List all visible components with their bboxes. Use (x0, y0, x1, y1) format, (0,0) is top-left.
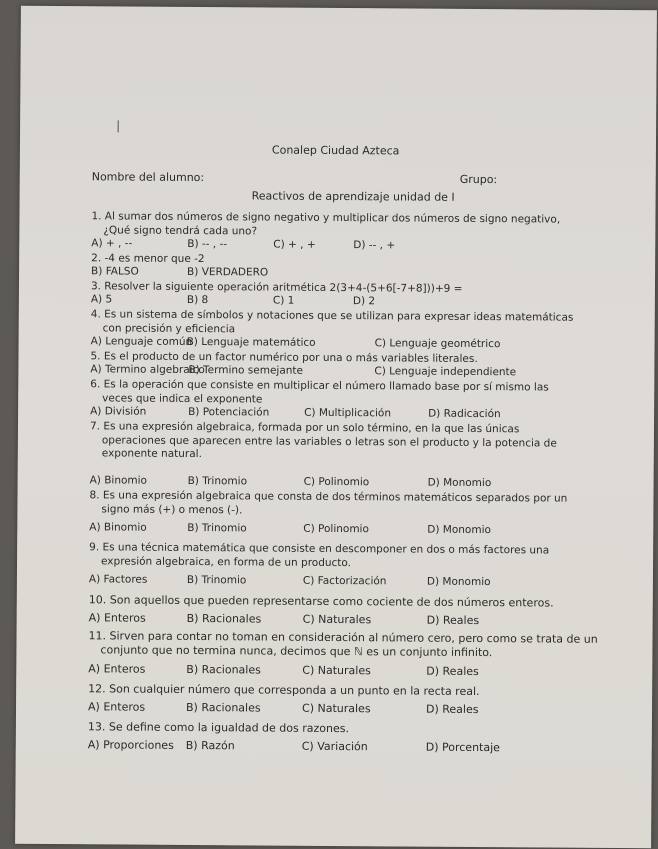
question-12-option[interactable]: C) Naturales (301, 701, 371, 716)
question-6-option[interactable]: D) Radicación (428, 407, 501, 421)
question-3-option[interactable]: C) 1 (272, 294, 295, 307)
question-6-option[interactable]: C) Multiplicación (304, 406, 392, 420)
question-10-option[interactable]: D) Reales (426, 613, 480, 628)
question-7-option[interactable]: A) Binomio (89, 474, 148, 487)
question-9-option[interactable]: B) Trinomio (186, 573, 247, 587)
question-7-text-line: 7. Es una expresión algebraica, formada por un solo término, en la que las únicas (89, 420, 520, 436)
question-10-option[interactable]: C) Naturales (302, 612, 372, 627)
question-6-option[interactable]: A) División (90, 405, 147, 418)
question-12-option[interactable]: D) Reales (425, 702, 479, 717)
question-11-text-line: conjunto que no termina nunca, decimos que ℕ es un conjunto infinito. (100, 642, 493, 659)
question-13-option[interactable]: D) Porcentaje (425, 740, 500, 755)
question-1-option[interactable]: B) -- , -- (187, 237, 228, 251)
question-3-text-line: 3. Resolver la siguiente operación aritmética 2(3+4-(5+6[-7+8]))+9 = (90, 280, 463, 295)
question-12-text-line: 12. Son cualquier número que corresponda a un punto en la recta real. (88, 682, 480, 699)
question-11-option[interactable]: A) Enteros (88, 662, 146, 676)
question-8-text-line: 8. Es una expresión algebraica que consta de dos términos matemáticos separados por un (89, 489, 568, 505)
question-4-option[interactable]: B) Lenguaje matemático (186, 335, 316, 349)
question-6-text-line: 6. Es la operación que consiste en multiplicar el número llamado base por sí mismo las (90, 378, 549, 394)
question-4-text-line: con precisión y eficiencia (102, 321, 236, 335)
question-1-text-line: 1. Al sumar dos números de signo negativo y multiplicar dos números de signo negativo, (91, 210, 561, 226)
question-8-option[interactable]: A) Binomio (89, 521, 147, 534)
question-13-text-line: 13. Se define como la igualdad de dos razones. (87, 720, 350, 736)
question-1-option[interactable]: A) + , -- (91, 237, 133, 250)
question-1-option[interactable]: C) + , + (273, 238, 316, 251)
question-2-text-line: 2. -4 es menor que -2 (91, 252, 205, 266)
question-5-option[interactable]: B) Termino semejante (188, 363, 304, 377)
question-9-option[interactable]: C) Factorización (302, 574, 387, 588)
question-3-option[interactable]: A) 5 (90, 293, 113, 306)
question-3-option[interactable]: B) 8 (186, 293, 209, 307)
question-7-option[interactable]: C) Polinomio (303, 475, 370, 489)
question-4-option[interactable]: A) Lenguaje común (90, 335, 193, 348)
question-6-option[interactable]: B) Potenciación (188, 405, 270, 419)
question-12-option[interactable]: A) Enteros (87, 700, 146, 714)
question-11-option[interactable]: D) Reales (426, 664, 479, 679)
question-5-option[interactable]: C) Lenguaje independiente (374, 365, 517, 379)
question-7-option[interactable]: B) Trinomio (187, 474, 248, 488)
question-2-option[interactable]: B) FALSO (91, 265, 139, 278)
question-10-text-line: 10. Son aquellos que pueden representarse como cociente de dos números enteros. (88, 593, 554, 610)
question-2-option[interactable]: B) VERDADERO (187, 265, 269, 279)
question-3-option[interactable]: D) 2 (352, 295, 376, 308)
question-8-text-line: signo más (+) o menos (-). (101, 502, 243, 516)
question-4-text-line: 4. Es un sistema de símbolos y notaciones que se utilizan para expresar ideas matemáticas (90, 308, 574, 324)
question-1-option[interactable]: D) -- , + (353, 239, 396, 252)
question-7-text-line: operaciones que aparecen entre las variables o letras son el producto y la potencia de (101, 433, 557, 450)
question-4-option[interactable]: C) Lenguaje geométrico (374, 337, 501, 351)
question-10-option[interactable]: B) Racionales (186, 611, 262, 626)
question-13-option[interactable]: C) Variación (301, 739, 368, 754)
question-9-option[interactable]: A) Factores (88, 573, 148, 586)
question-5-option[interactable]: A) Termino algebraico (90, 363, 205, 377)
question-9-text-line: expresión algebraica, en forma de un producto. (101, 554, 352, 569)
pen-mark: | (116, 118, 121, 133)
question-7-option[interactable]: D) Monomio (427, 476, 492, 490)
question-10-option[interactable]: A) Enteros (88, 611, 146, 625)
exam-sheet (15, 6, 657, 848)
group-label: Grupo: (459, 172, 498, 187)
page-title: Reactivos de aprendizaje unidad de I (251, 189, 455, 204)
question-1-text-line: ¿Qué signo tendrá cada uno? (103, 223, 258, 237)
question-8-option[interactable]: D) Monomio (427, 523, 491, 537)
student-name-label: Nombre del alumno: (91, 170, 205, 185)
question-11-text-line: 11. Sirven para contar no toman en consideración al número cero, pero como se trata de un (88, 629, 598, 646)
question-9-text-line: 9. Es una técnica matemática que consiste en descomponer en dos o más factores una (89, 541, 550, 557)
question-11-option[interactable]: B) Racionales (186, 662, 261, 677)
question-12-option[interactable]: B) Racionales (185, 700, 261, 715)
question-9-option[interactable]: D) Monomio (426, 575, 491, 589)
question-8-option[interactable]: B) Trinomio (187, 521, 247, 535)
school-name: Conalep Ciudad Azteca (271, 143, 400, 158)
question-8-option[interactable]: C) Polinomio (303, 522, 369, 536)
question-5-text-line: 5. Es el producto de un factor numérico por una o más variables literales. (90, 350, 478, 365)
question-13-option[interactable]: B) Razón (185, 738, 235, 753)
question-13-option[interactable]: A) Proporciones (87, 738, 174, 752)
question-11-option[interactable]: C) Naturales (302, 663, 371, 678)
question-6-text-line: veces que indica el exponente (102, 391, 263, 405)
question-7-text-line: exponente natural. (101, 447, 202, 461)
